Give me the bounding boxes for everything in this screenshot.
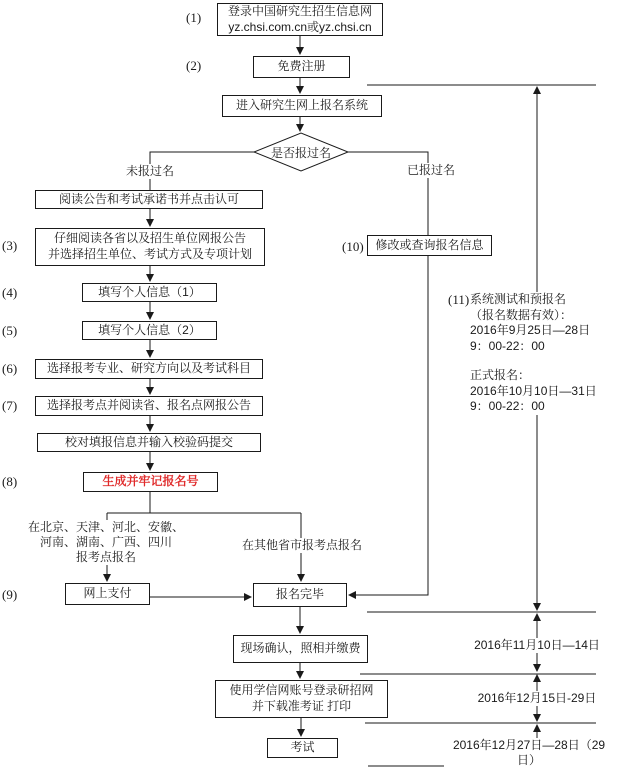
timeline-date-print-ticket: 2016年12月15日-29日 — [475, 691, 599, 706]
note-line-system-test: 系统测试和预报名 — [470, 292, 567, 306]
note-line-official-reg-date: 2016年10月10日—31日 — [470, 383, 597, 398]
flow-box-modify-query: 修改或查询报名信息 — [367, 235, 492, 256]
branch-label-registered: 已报过名 — [404, 163, 458, 178]
flow-box-read-province-notice — [35, 228, 265, 266]
note-line-official-reg: 正式报名： — [470, 368, 531, 382]
step-number-10: (10) — [342, 239, 364, 254]
flow-box-registration-done: 报名完毕 — [253, 583, 347, 607]
step-number-11: (11) — [448, 292, 470, 307]
flow-box-login-site-line1: 登录中国研究生招生信息网 — [227, 3, 372, 18]
flow-box-register: 免费注册 — [253, 56, 350, 78]
flow-box-generate-number: 生成并牢记报名号 — [83, 472, 218, 492]
flow-box-personal-info-2: 填写个人信息（2） — [82, 321, 217, 340]
flow-box-print-admission-ticket — [215, 680, 388, 718]
step-number-8: (8) — [2, 474, 18, 489]
flow-box-read-province-notice-line1: 仔细阅读各省以及招生单位网报公告 — [53, 231, 246, 246]
flow-box-personal-info-1: 填写个人信息（1） — [82, 283, 217, 302]
flow-box-print-admission-ticket-line1: 使用学信网账号登录研招网 — [229, 683, 374, 698]
flow-box-choose-major: 选择报考专业、研究方向以及考试科目 — [35, 359, 263, 379]
branch-label-other-provinces: 在其他省市报考点报名 — [237, 538, 367, 553]
step-number-6: (6) — [2, 361, 18, 376]
timeline-note-registration-dates — [470, 292, 602, 415]
timeline-date-exam: 2016年12月27日—28日（29日） — [444, 738, 614, 768]
flow-box-exam: 考试 — [267, 738, 338, 758]
note-line-pre-reg-date: 2016年9月25日—28日 — [470, 323, 591, 337]
flow-box-enter-system: 进入研究生网上报名系统 — [222, 95, 382, 117]
flow-box-verify-submit: 校对填报信息并输入校验码提交 — [37, 433, 261, 452]
flow-box-choose-exam-site: 选择报考点并阅读省、报名点网报公告 — [35, 396, 263, 416]
step-number-2: (2) — [186, 58, 202, 73]
note-line-data-valid: （报名数据有效）： — [470, 307, 573, 322]
note-line-official-reg-time: 9：00-22：00 — [470, 399, 545, 413]
branch-label-eight-provinces-line2: 河南、湖南、广西、四川 — [39, 535, 172, 549]
branch-label-eight-provinces-line3: 报考点报名 — [75, 550, 136, 564]
note-line-pre-reg-time: 9：00-22：00 — [470, 338, 545, 353]
flow-box-onsite-confirm: 现场确认，照相并缴费 — [233, 635, 368, 663]
step-number-3: (3) — [2, 238, 18, 253]
branch-label-not-registered: 未报过名 — [126, 164, 175, 178]
flow-box-login-site-line2: yz.chsi.com.cn或yz.chsi.cn — [228, 19, 372, 34]
step-number-4: (4) — [2, 285, 18, 300]
timeline-date-onsite-confirm: 2016年11月10日—14日 — [470, 638, 604, 653]
flow-box-read-notice: 阅读公告和考试承诺书并点击认可 — [35, 190, 263, 209]
step-number-7: (7) — [2, 398, 18, 413]
step-number-5: (5) — [2, 323, 18, 338]
flow-box-login-site — [217, 3, 383, 36]
step-number-9: (9) — [2, 587, 18, 602]
flow-box-online-pay: 网上支付 — [65, 583, 150, 605]
flow-box-print-admission-ticket-line2: 并下载准考证 打印 — [251, 699, 352, 713]
decision-registered-before: 是否报过名 — [270, 146, 331, 160]
note-spacer — [470, 354, 602, 368]
branch-label-eight-provinces — [25, 520, 187, 565]
branch-label-eight-provinces-line1: 在北京、天津、河北、安徽、 — [27, 520, 184, 534]
step-number-1: (1) — [186, 10, 202, 25]
flow-box-read-province-notice-line2: 并选择招生单位、考试方式及专项计划 — [47, 247, 252, 261]
